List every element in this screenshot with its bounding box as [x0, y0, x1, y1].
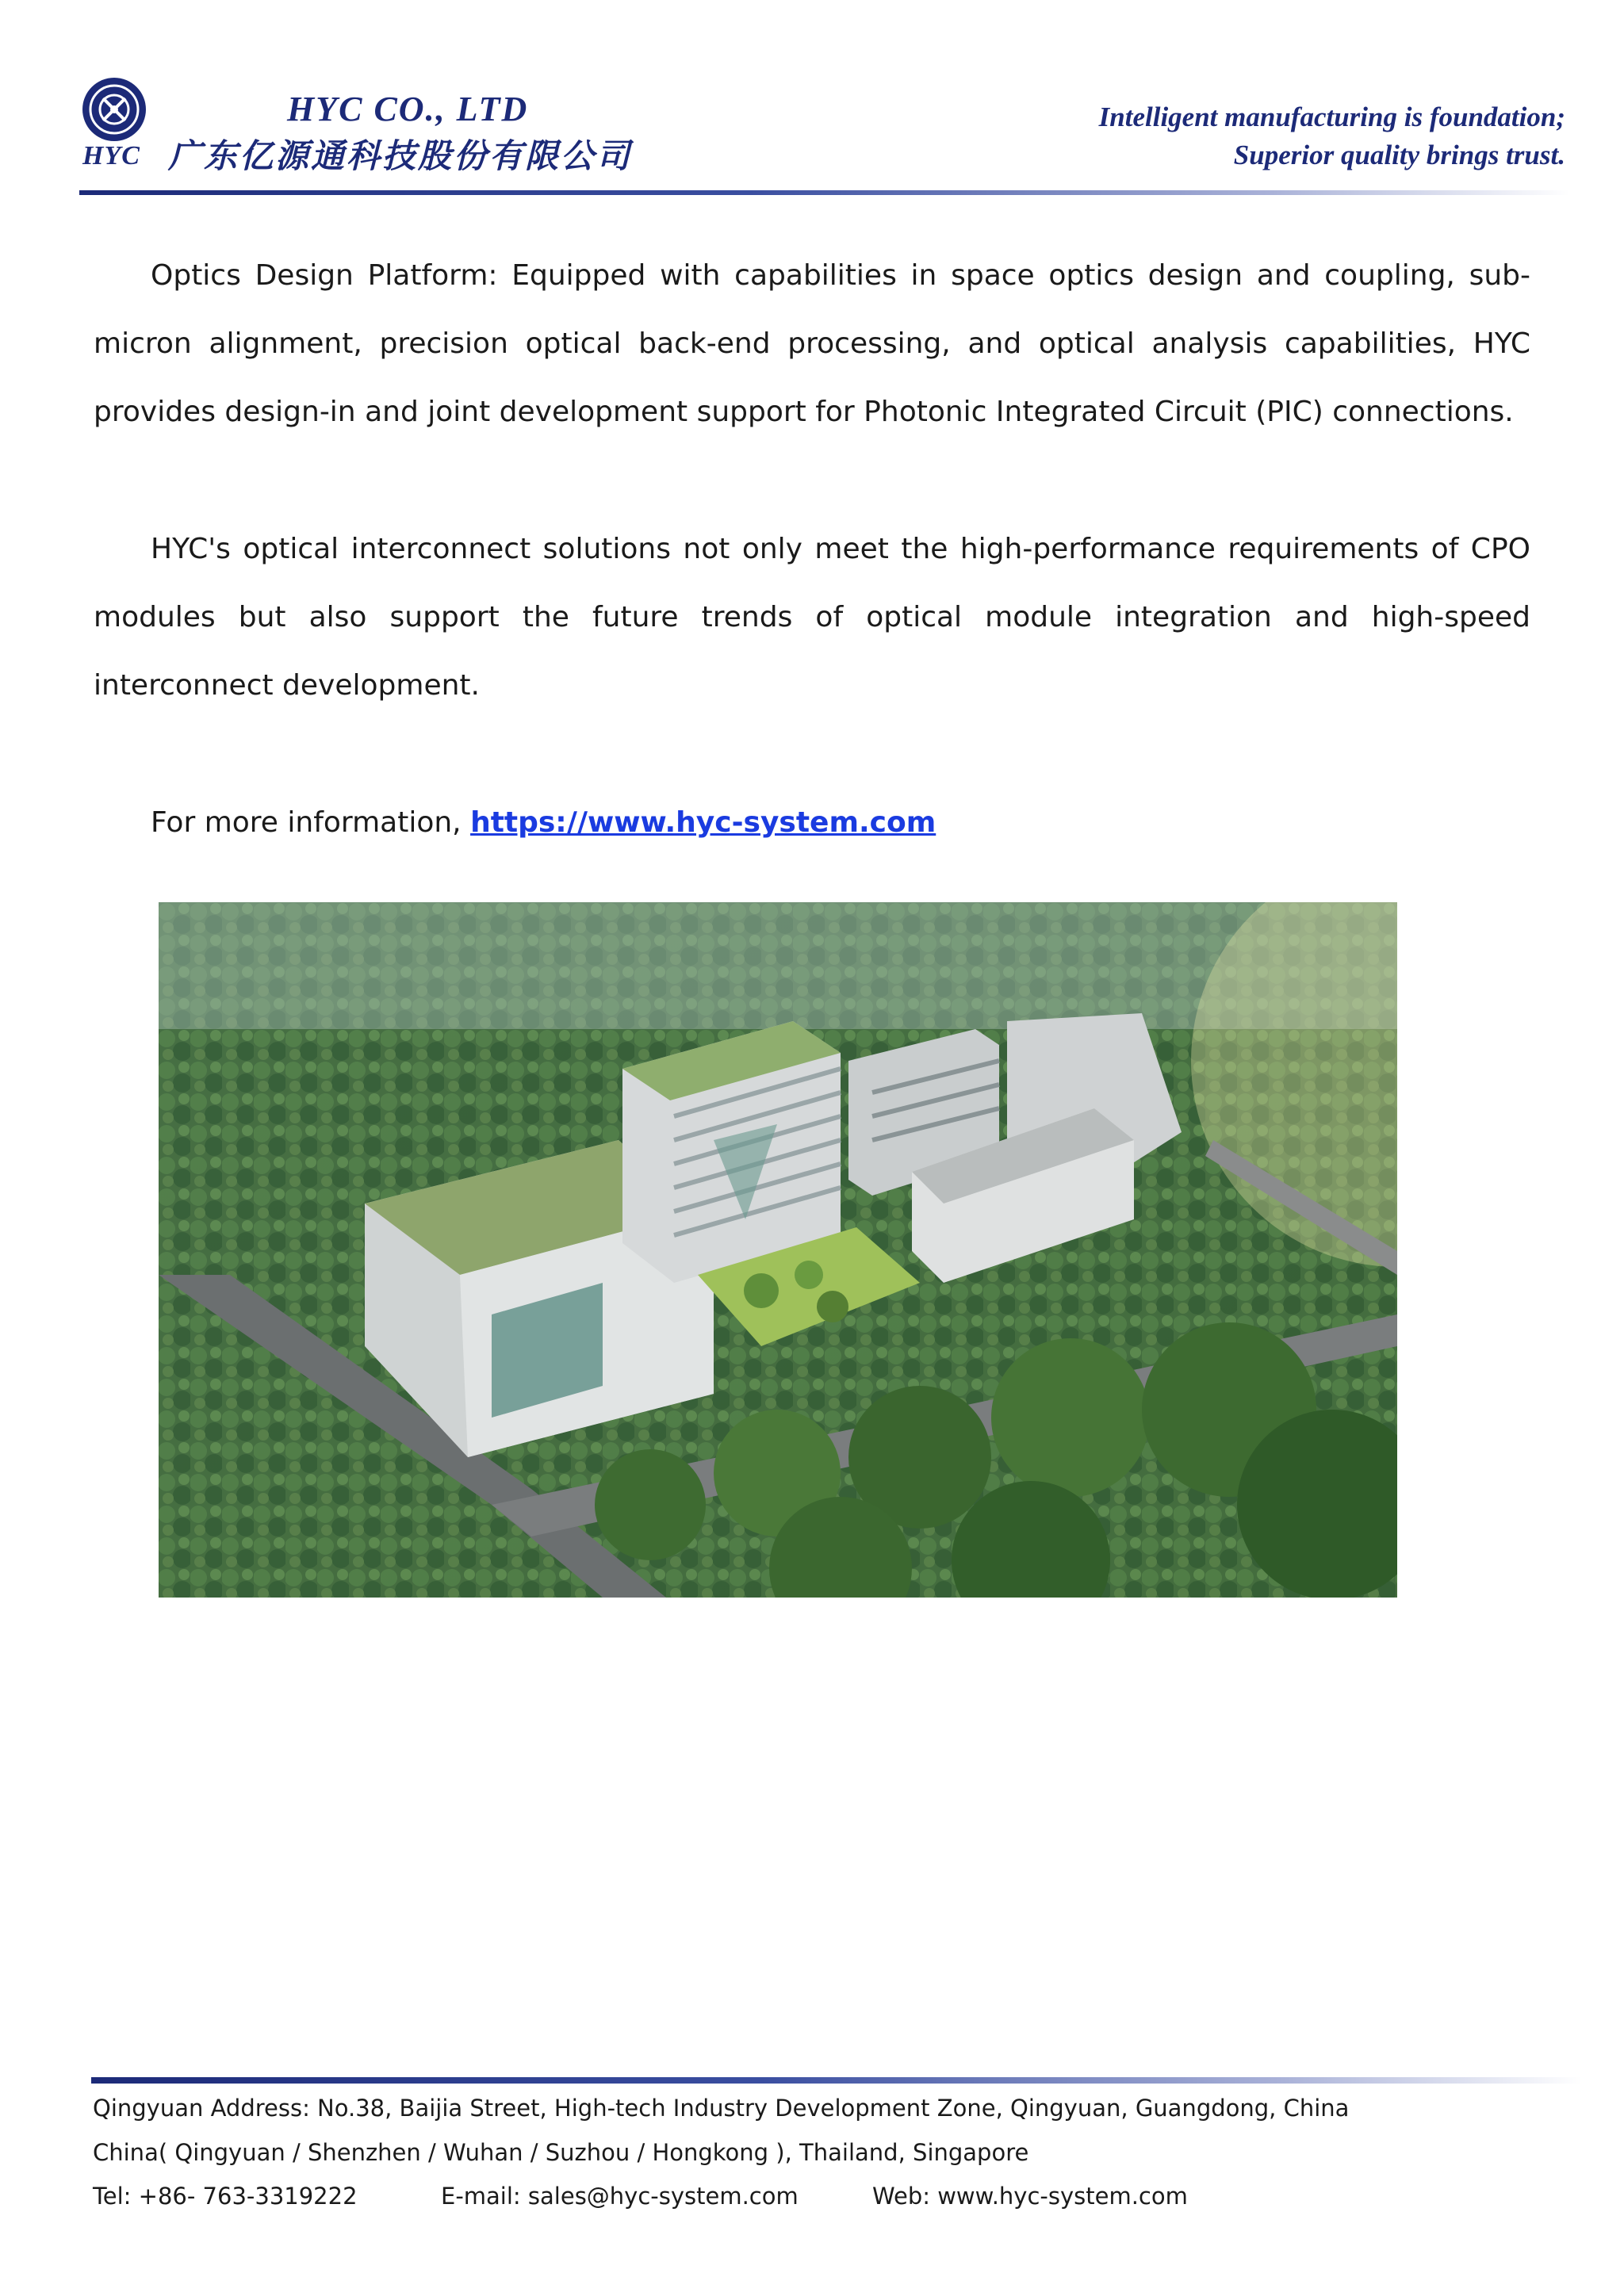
footer-locations: China( Qingyuan / Shenzhen / Wuhan / Suzhou / Hongkong ), Thailand, Singapore	[93, 2139, 1029, 2166]
company-name-cn: 广东亿源通科技股份有限公司	[168, 136, 633, 175]
more-info-prefix: For more information,	[151, 806, 471, 839]
website-link[interactable]: https://www.hyc-system.com	[470, 806, 936, 839]
footer-address: Qingyuan Address: No.38, Baijia Street, High-tech Industry Development Zone, Qingyuan, Guangdong, China	[93, 2095, 1350, 2122]
company-name-en: HYC CO., LTD	[287, 90, 529, 128]
paragraph-optical-interconnect: HYC's optical interconnect solutions not only meet the high-performance requirements of CPO modules but also support the future trends of optical module integration and high-speed interconnect development.	[94, 533, 1530, 702]
more-info-line	[94, 789, 1530, 857]
logo-text: HYC	[82, 141, 140, 170]
company-logo-icon	[82, 77, 147, 142]
footer-divider	[91, 2077, 1582, 2084]
slogan-line-1: Intelligent manufacturing is foundation;	[1098, 101, 1565, 132]
footer-web: Web: www.hyc-system.com	[872, 2183, 1188, 2210]
header-divider	[79, 190, 1570, 195]
slogan-line-2: Superior quality brings trust.	[1233, 140, 1565, 170]
slogan	[1099, 98, 1565, 174]
paragraph-optics-design: Optics Design Platform: Equipped with capabilities in space optics design and coupling, sub-micron alignment, precision optical back-end processing, and optical analysis capabilities, HYC provides design-in and joint development support for Photonic Integrated Circuit (PIC) connections.	[94, 259, 1530, 428]
campus-aerial-image	[159, 902, 1397, 1598]
footer-email: E-mail: sales@hyc-system.com	[441, 2183, 799, 2210]
footer-tel: Tel: +86- 763-3319222	[93, 2183, 358, 2210]
